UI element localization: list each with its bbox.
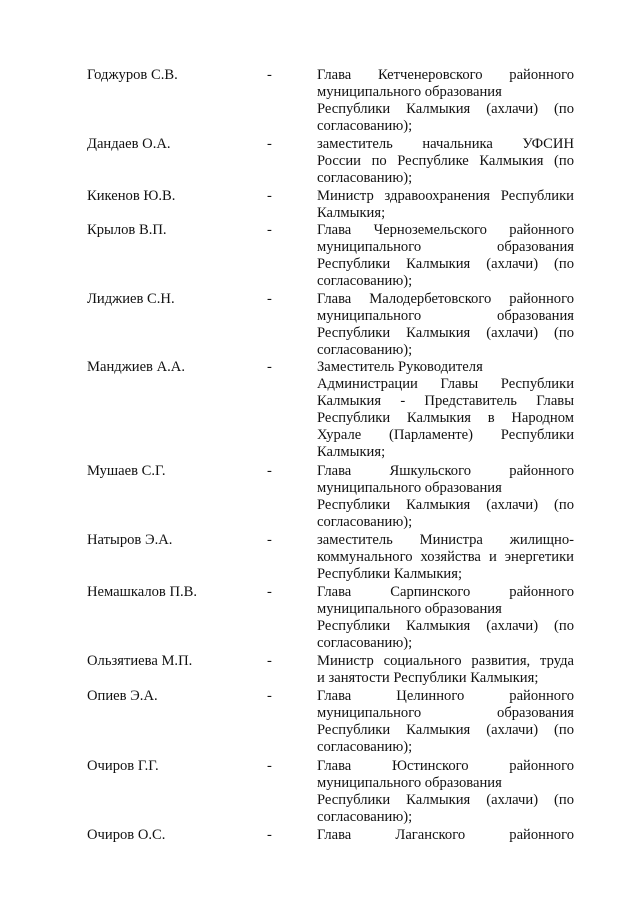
dash-separator: - [267,359,272,375]
position-line: Глава Целинного районного [317,688,574,704]
position-line: заместитель начальника УФСИН [317,136,574,152]
person-name: Ользятиева М.П. [87,653,193,669]
dash-separator: - [267,758,272,774]
position-line: муниципального образования [317,601,502,617]
position-text [317,532,574,583]
position-line: Республики Калмыкия (ахлачи) (по [317,101,574,117]
position-line: согласованию); [317,635,413,651]
position-text [317,688,574,756]
position-line: Министр социального развития, труда [317,653,574,669]
position-line: Хурале (Парламенте) Республики [317,427,574,443]
position-line: муниципального образования [317,308,574,324]
position-line: согласованию); [317,739,413,755]
position-line: Республики Калмыкия в Народном [317,410,574,426]
dash-separator: - [267,463,272,479]
position-line: Глава Яшкульского районного [317,463,574,479]
position-line: согласованию); [317,342,413,358]
dash-separator: - [267,532,272,548]
dash-separator: - [267,688,272,704]
position-text [317,584,574,652]
person-name: Кикенов Ю.В. [87,188,176,204]
position-line: Калмыкия - Представитель Главы [317,393,574,409]
position-line: согласованию); [317,118,413,134]
position-line: Республики Калмыкия (ахлачи) (по [317,325,574,341]
position-line: и занятости Республики Калмыкия; [317,670,539,686]
position-text [317,359,574,461]
position-line: муниципального образования [317,775,502,791]
position-line: согласованию); [317,273,413,289]
position-text [317,653,574,687]
position-line: Республики Калмыкия (ахлачи) (по [317,618,574,634]
position-line: муниципального образования [317,239,574,255]
position-text [317,463,574,531]
person-name: Манджиев А.А. [87,359,185,375]
person-name: Очиров О.С. [87,827,166,843]
position-line: согласованию); [317,809,413,825]
dash-separator: - [267,827,272,843]
position-line: коммунального хозяйства и энергетики [317,549,574,565]
position-line: Республики Калмыкия (ахлачи) (по [317,256,574,272]
dash-separator: - [267,653,272,669]
position-text [317,291,574,359]
position-line: Глава Черноземельского районного [317,222,574,238]
position-line: заместитель Министра жилищно- [317,532,574,548]
position-text [317,136,574,187]
person-name: Натыров Э.А. [87,532,173,548]
position-line: муниципального образования [317,84,502,100]
position-line: согласованию); [317,170,413,186]
position-line: Заместитель Руководителя [317,359,483,375]
position-text [317,827,574,844]
position-line: Глава Кетченеровского районного [317,67,574,83]
position-text [317,758,574,826]
position-line: Республики Калмыкия (ахлачи) (по [317,792,574,808]
position-line: Глава Юстинского районного [317,758,574,774]
position-line: Глава Малодербетовского районного [317,291,574,307]
position-line: согласованию); [317,514,413,530]
position-line: муниципального образования [317,480,502,496]
position-line: Глава Лаганского районного [317,827,574,843]
dash-separator: - [267,136,272,152]
position-line: Калмыкия; [317,444,386,460]
position-text [317,188,574,222]
position-text [317,67,574,135]
position-line: России по Республике Калмыкия (по [317,153,574,169]
person-name: Годжуров С.В. [87,67,178,83]
dash-separator: - [267,291,272,307]
position-text [317,222,574,290]
position-line: муниципального образования [317,705,574,721]
person-name: Опиев Э.А. [87,688,158,704]
position-line: Министр здравоохранения Республики [317,188,574,204]
dash-separator: - [267,188,272,204]
dash-separator: - [267,67,272,83]
position-line: Администрации Главы Республики [317,376,574,392]
position-line: Глава Сарпинского районного [317,584,574,600]
position-line: Республики Калмыкия; [317,566,462,582]
person-name: Лиджиев С.Н. [87,291,175,307]
dash-separator: - [267,222,272,238]
person-name: Мушаев С.Г. [87,463,166,479]
position-line: Республики Калмыкия (ахлачи) (по [317,497,574,513]
dash-separator: - [267,584,272,600]
person-name: Дандаев О.А. [87,136,171,152]
person-name: Крылов В.П. [87,222,167,238]
person-name: Немашкалов П.В. [87,584,198,600]
position-line: Калмыкия; [317,205,386,221]
position-line: Республики Калмыкия (ахлачи) (по [317,722,574,738]
person-name: Очиров Г.Г. [87,758,159,774]
